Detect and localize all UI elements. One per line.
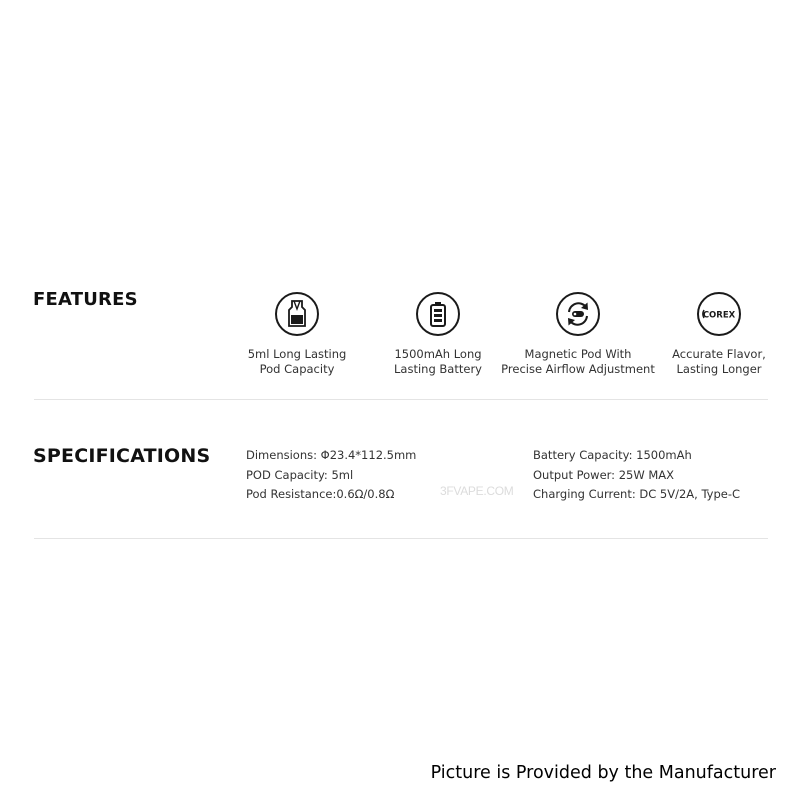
corex-logo-text: COREX <box>702 310 736 321</box>
spec-battery-capacity: Battery Capacity: 1500mAh <box>533 448 692 462</box>
battery-icon <box>416 292 460 336</box>
footer-credit: Picture is Provided by the Manufacturer <box>430 763 776 783</box>
section-divider <box>34 399 768 400</box>
feature-caption: 1500mAh Long Lasting Battery <box>394 347 482 376</box>
specifications-heading: SPECIFICATIONS <box>33 445 211 467</box>
airflow-rotate-icon <box>556 292 600 336</box>
section-divider <box>34 538 768 539</box>
watermark: 3FVAPE.COM <box>440 484 514 498</box>
features-heading: FEATURES <box>33 289 138 310</box>
feature-caption: Accurate Flavor, Lasting Longer <box>672 347 766 376</box>
pod-cartridge-icon <box>275 292 319 336</box>
corex-logo-icon <box>697 292 741 336</box>
spec-charging-current: Charging Current: DC 5V/2A, Type-C <box>533 487 741 501</box>
spec-pod-capacity: POD Capacity: 5ml <box>246 467 354 482</box>
spec-dimensions: Dimensions: Φ23.4*112.5mm <box>246 448 417 462</box>
feature-caption: Magnetic Pod With Precise Airflow Adjustment <box>501 347 655 376</box>
spec-list-right <box>533 446 740 505</box>
spec-list-left <box>246 446 416 505</box>
spec-pod-resistance: Pod Resistance:0.6Ω/0.8Ω <box>246 487 395 501</box>
feature-caption: 5ml Long Lasting Pod Capacity <box>247 347 347 376</box>
spec-output-power: Output Power: 25W MAX <box>533 467 675 482</box>
feature-corex <box>634 292 800 376</box>
